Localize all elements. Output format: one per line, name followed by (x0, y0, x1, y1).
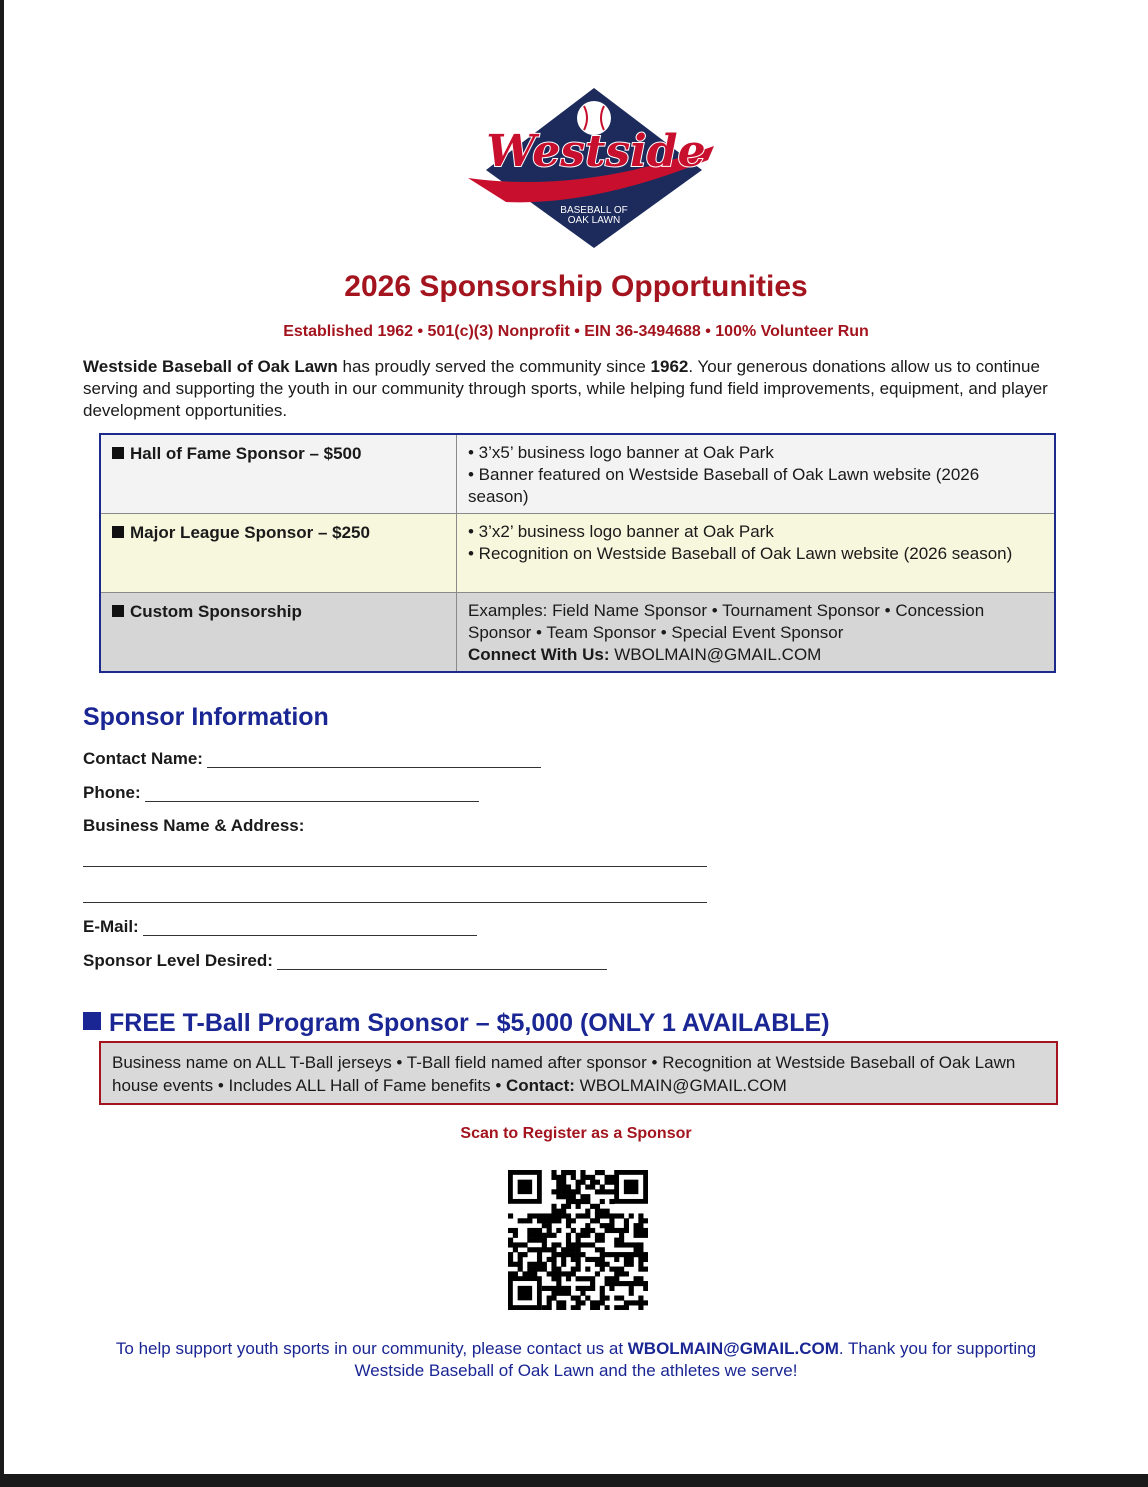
level-name-cell (100, 434, 457, 514)
level-benefit: • Banner featured on Westside Baseball of Oak Lawn website (2026 season) (468, 465, 980, 506)
qr-code[interactable] (508, 1170, 648, 1310)
tball-title (83, 1009, 830, 1038)
email-field (83, 917, 477, 937)
tball-contact-label: Contact: (506, 1076, 575, 1095)
square-bullet-icon (112, 605, 124, 617)
level-benefits-cell (457, 434, 1056, 514)
intro-org: Westside Baseball of Oak Lawn (83, 357, 338, 376)
footer-email[interactable]: WBOLMAIN@GMAIL.COM (627, 1339, 839, 1358)
level-name: Major League Sponsor – $250 (130, 523, 370, 542)
westside-logo (464, 82, 724, 252)
contact-name-field (83, 749, 541, 769)
level-benefit: • Recognition on Westside Baseball of Oak Lawn website (2026 season) (468, 544, 1013, 563)
tball-contact-email[interactable]: WBOLMAIN@GMAIL.COM (574, 1076, 787, 1095)
contact-name-label: Contact Name: (83, 749, 203, 768)
footer-text-1: To help support youth sports in our community, please contact us at (115, 1339, 628, 1358)
business-input-line-2[interactable] (83, 902, 707, 903)
table-row (100, 514, 1055, 593)
sponsor-level-field (83, 951, 607, 971)
scan-label: Scan to Register as a Sponsor (460, 1125, 692, 1142)
table-row (100, 434, 1055, 514)
sponsorship-levels-table (99, 433, 1056, 673)
sponsor-level-input-line[interactable] (277, 951, 607, 970)
level-benefit: • 3’x5’ business logo banner at Oak Park (468, 443, 774, 462)
phone-label: Phone: (83, 783, 141, 802)
custom-examples: Examples: Field Name Sponsor • Tournament Sponsor • Concession Sponsor • Team Sponsor • Special Event Sponsor (468, 601, 985, 642)
page-subtitle: Established 1962 • 501(c)(3) Nonprofit • EIN 36-3494688 • 100% Volunteer Run (283, 323, 869, 340)
phone-input-line[interactable] (145, 783, 479, 802)
level-name-cell (100, 514, 457, 593)
connect-email[interactable]: WBOLMAIN@GMAIL.COM (609, 645, 822, 664)
sponsor-info-title: Sponsor Information (83, 703, 329, 731)
tball-text: Business name on ALL T-Ball jerseys • T-Ball field named after sponsor • Recognition at Westside Baseball of Oak Lawn house events • Includes ALL Hall of Fame benefits • (112, 1053, 1016, 1095)
phone-field (83, 783, 479, 803)
contact-name-input-line[interactable] (207, 749, 541, 768)
level-benefits-cell (457, 514, 1056, 593)
logo-brand-text: Westside (486, 126, 706, 177)
page-title: 2026 Sponsorship Opportunities (344, 270, 808, 303)
custom-connect (468, 644, 1044, 666)
table-row (100, 593, 1055, 673)
email-input-line[interactable] (143, 917, 477, 936)
logo-sub-line2: OAK LAWN (567, 215, 621, 226)
sponsor-level-label: Sponsor Level Desired: (83, 951, 273, 970)
intro-year: 1962 (650, 357, 689, 376)
square-bullet-icon (112, 447, 124, 459)
footer-text (104, 1338, 1048, 1382)
connect-label: Connect With Us: (468, 645, 610, 664)
logo-sub-line1: BASEBALL OF (560, 205, 628, 216)
business-field (83, 816, 304, 836)
intro-text-1: has proudly served the community since (337, 357, 651, 376)
tball-benefits-box (99, 1041, 1058, 1105)
level-name-cell (100, 593, 457, 673)
level-name: Hall of Fame Sponsor – $500 (130, 444, 362, 463)
business-label: Business Name & Address: (83, 816, 305, 835)
intro-paragraph (83, 356, 1073, 422)
business-input-line-1[interactable] (83, 866, 707, 867)
tball-title-text: FREE T-Ball Program Sponsor – $5,000 (ONLY 1 AVAILABLE) (109, 1009, 830, 1037)
level-benefits-cell (457, 593, 1056, 673)
level-benefit: • 3’x2’ business logo banner at Oak Park (468, 522, 774, 541)
footer-text-2: . Thank you for supporting Westside Baseball of Oak Lawn and the athletes we serve! (354, 1339, 1037, 1380)
document-page (4, 0, 1148, 1474)
email-label: E-Mail: (83, 917, 139, 936)
level-name: Custom Sponsorship (130, 602, 302, 621)
square-bullet-icon (112, 526, 124, 538)
intro-text-2: . Your generous donations allow us to continue serving and supporting the youth in our community through sports, while helping fund field improvements, equipment, and player development opportunities. (83, 357, 1048, 420)
square-bullet-icon (83, 1012, 101, 1030)
